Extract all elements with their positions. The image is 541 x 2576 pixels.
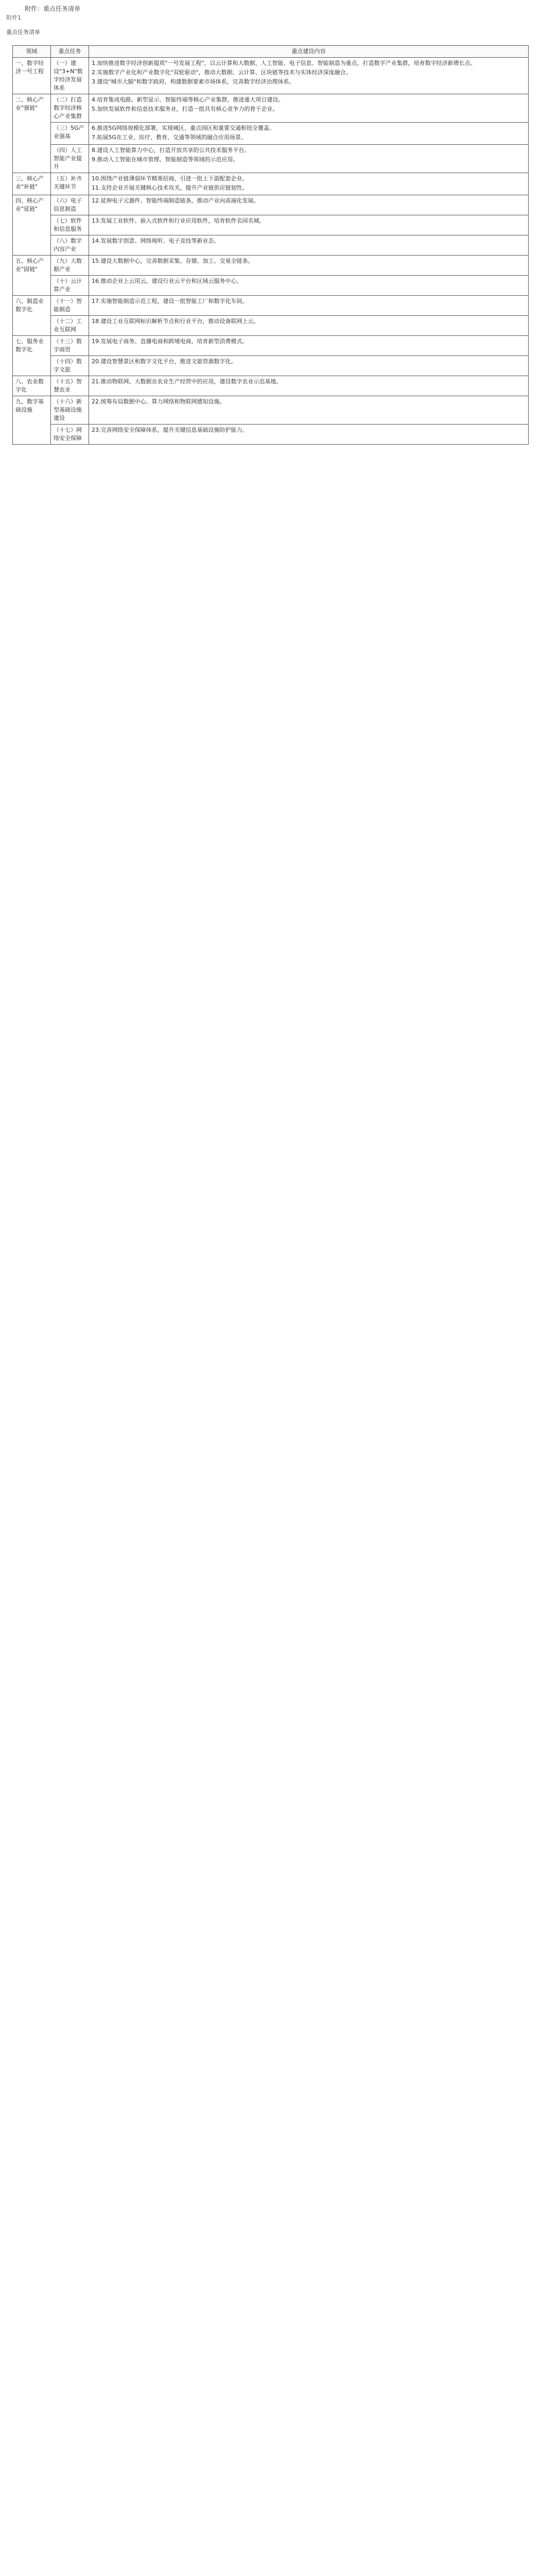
content-cell (89, 58, 529, 94)
table-header-row (13, 46, 529, 58)
task-cell: （六）电子信息制造 (51, 195, 89, 215)
content-line: 10.围绕产业链薄弱环节精准招商，引进一批上下游配套企业。 (92, 175, 248, 182)
content-line: 19.发展电子商务、直播电商和跨境电商，培育新型消费模式。 (92, 338, 248, 345)
content-cell (89, 425, 529, 445)
table-row (13, 356, 529, 376)
table-row (13, 123, 529, 145)
task-cell: （八）数字内容产业 (51, 235, 89, 256)
domain-cell: 七、服务业数字化 (13, 336, 51, 376)
content-cell (89, 276, 529, 296)
task-cell: （九）大数据产业 (51, 256, 89, 276)
task-cell: （四）人工智能产业提升 (51, 145, 89, 173)
content-line: 3.建设"城市大脑"和数字政府，构建数据要素市场体系，完善数字经济治理体系。 (92, 78, 295, 85)
content-cell (89, 316, 529, 336)
domain-cell: 九、数字基础设施 (13, 396, 51, 445)
content-line: 2.实施数字产业化和产业数字化"双轮驱动"，推动大数据、云计算、区块链等技术与实体经济深度融合。 (92, 69, 352, 76)
content-cell (89, 123, 529, 145)
content-line: 17.实施智能制造示范工程，建设一批智能工厂和数字化车间。 (92, 298, 248, 304)
content-cell (89, 94, 529, 123)
task-cell: （十三）数字商贸 (51, 336, 89, 356)
content-line: 12.延伸电子元器件、智能终端制造链条，推动产业向高端化发展。 (92, 197, 259, 204)
table-row (13, 396, 529, 425)
content-line: 11.支持企业开展关键核心技术攻关，提升产业链供应链韧性。 (92, 184, 248, 191)
task-cell: （一）建设"3+N"数字经济发展体系 (51, 58, 89, 94)
column-header-content: 重点建设内容 (89, 46, 529, 58)
content-line: 14.发展数字创意、网络视听、电子竞技等新业态。 (92, 238, 220, 244)
content-cell (89, 235, 529, 256)
column-header-domain: 领域 (13, 46, 51, 58)
table-row (13, 173, 529, 195)
table-body (13, 58, 529, 445)
table-caption: 重点任务清单 (6, 29, 40, 36)
table-row (13, 376, 529, 396)
task-cell: （十七）网络安全保障 (51, 425, 89, 445)
content-cell (89, 195, 529, 215)
domain-cell: 八、农业数字化 (13, 376, 51, 396)
domain-cell: 二、核心产业"强链" (13, 94, 51, 173)
content-cell (89, 145, 529, 173)
table-row (13, 145, 529, 173)
content-cell (89, 296, 529, 316)
table-row (13, 276, 529, 296)
domain-cell: 一、数字经济一号工程 (13, 58, 51, 94)
domain-cell: 五、核心产业"固链" (13, 256, 51, 296)
content-cell (89, 173, 529, 195)
content-cell (89, 256, 529, 276)
table-row (13, 58, 529, 94)
table-row (13, 94, 529, 123)
key-tasks-table (12, 45, 529, 445)
table-row (13, 425, 529, 445)
content-line: 9.推动人工智能在城市管理、智能制造等领域的示范应用。 (92, 156, 239, 163)
content-line: 4.培育集成电路、新型显示、智能终端等核心产业集群，推进重大项目建设。 (92, 96, 284, 103)
table-row (13, 195, 529, 215)
content-line: 23.完善网络安全保障体系，提升关键信息基础设施防护能力。 (92, 427, 248, 433)
content-cell (89, 396, 529, 425)
task-cell: （二）打造数字经济核心产业集群 (51, 94, 89, 123)
domain-cell: 六、制造业数字化 (13, 296, 51, 336)
table-row (13, 235, 529, 256)
task-cell: （十六）新型基础设施建设 (51, 396, 89, 425)
content-cell (89, 356, 529, 376)
table-row (13, 256, 529, 276)
content-line: 22.统筹布局数据中心、算力网络和物联网感知设施。 (92, 398, 225, 405)
task-cell: （五）补齐关键环节 (51, 173, 89, 195)
content-line: 8.建设人工智能算力中心，打造开放共享的公共技术服务平台。 (92, 147, 250, 154)
content-line: 16.推动企业上云用云，建设行业云平台和区域云服务中心。 (92, 278, 242, 284)
content-line: 13.发展工业软件、嵌入式软件和行业应用软件，培育软件名园名城。 (92, 217, 265, 224)
task-cell: （十一）智能制造 (51, 296, 89, 316)
table-row (13, 336, 529, 356)
content-line: 6.推进5G网络规模化部署，实现城区、重点园区和重要交通枢纽全覆盖。 (92, 125, 275, 131)
domain-cell: 四、核心产业"延链" (13, 195, 51, 256)
task-cell: （七）软件和信息服务 (51, 215, 89, 235)
content-line: 15.建设大数据中心，完善数据采集、存储、加工、交易全链条。 (92, 258, 254, 264)
task-cell: （十五）智慧农业 (51, 376, 89, 396)
task-cell: （十二）工业互联网 (51, 316, 89, 336)
domain-cell: 三、核心产业"补链" (13, 173, 51, 195)
content-line: 18.建设工业互联网标识解析节点和行业平台，推动设备联网上云。 (92, 318, 259, 325)
table-row (13, 215, 529, 235)
content-cell (89, 336, 529, 356)
task-cell: （三）5G产业强基 (51, 123, 89, 145)
content-line: 21.推动物联网、大数据在农业生产经营中的应用，建设数字农业示范基地。 (92, 378, 282, 385)
attachment-title: 附件：重点任务清单 (25, 5, 81, 12)
content-line: 20.建设智慧景区和数字文化平台，推进文旅资源数字化。 (92, 358, 237, 365)
table-row (13, 316, 529, 336)
task-cell: （十）云计算产业 (51, 276, 89, 296)
content-line: 7.拓展5G在工业、医疗、教育、交通等领域的融合应用场景。 (92, 134, 247, 141)
content-cell (89, 215, 529, 235)
table-row (13, 296, 529, 316)
task-cell: （十四）数字文旅 (51, 356, 89, 376)
content-cell (89, 376, 529, 396)
content-line: 1.加快推进数字经济创新提质"一号发展工程"，以云计算和大数据、人工智能、电子信息、智能制造为重点，打造数字产业集群，培育数字经济新增长点。 (92, 60, 476, 66)
content-line: 5.加快发展软件和信息技术服务业，打造一批具有核心竞争力的骨干企业。 (92, 106, 278, 112)
attachment-label: 附件1 (6, 14, 21, 21)
column-header-task: 重点任务 (51, 46, 89, 58)
